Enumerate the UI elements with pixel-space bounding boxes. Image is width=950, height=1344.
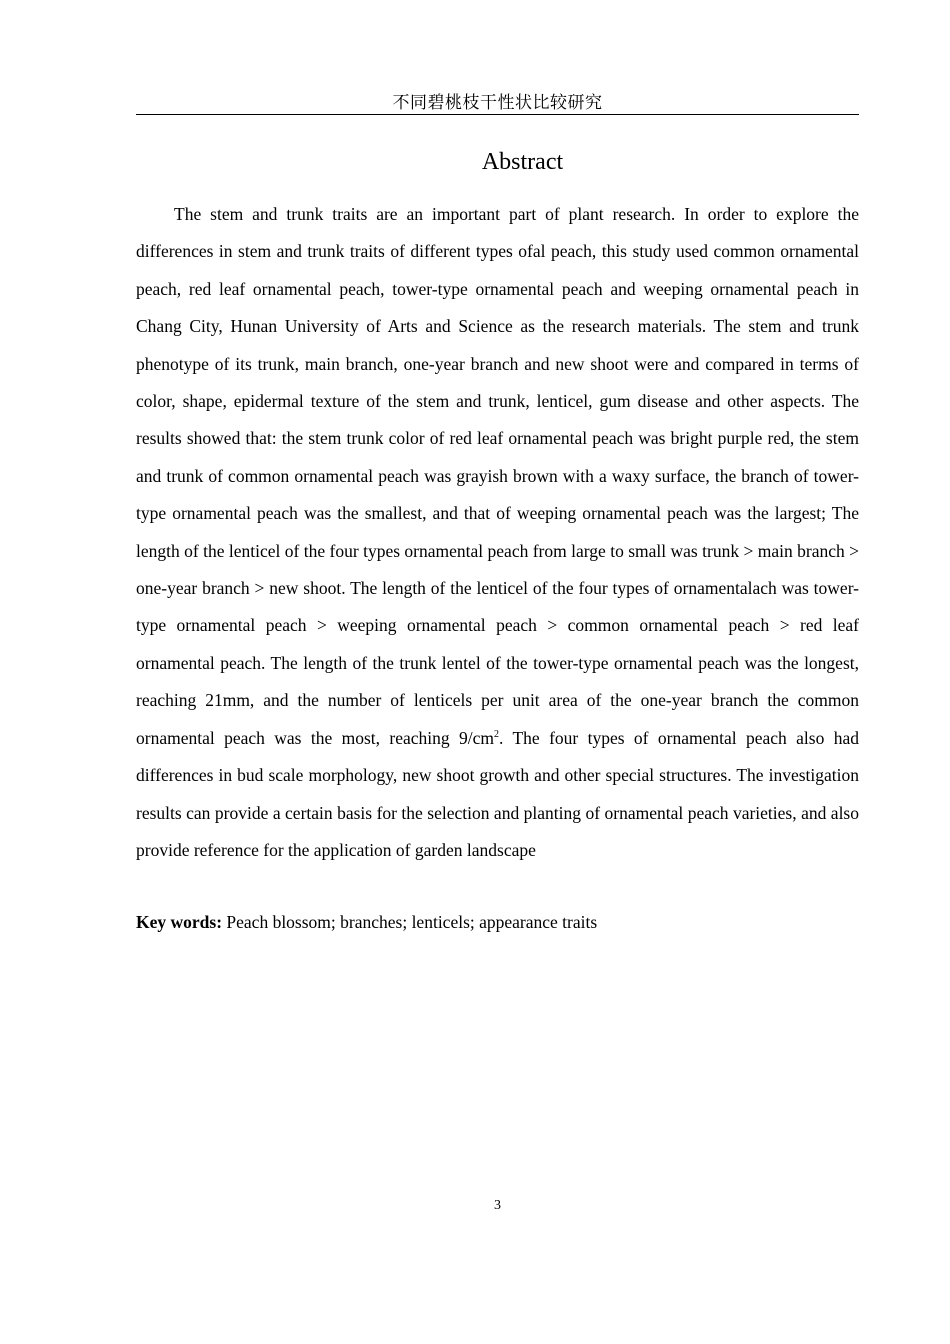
abstract-body-tail: . The four types of ornamental peach also had differences in bud scale morphology, new shoot growth and other special structures. The investigation results can provide a certain basis for the selection and planting of ornamental peach varieties, and also provide reference for the application of garden landscape: [136, 727, 859, 860]
abstract-body-superscript: 2: [494, 728, 500, 740]
abstract-title: Abstract: [481, 149, 564, 175]
running-header-title: 不同碧桃枝干性状比较研究: [392, 93, 603, 113]
abstract-body: [136, 196, 859, 869]
abstract-body-main: The stem and trunk traits are an important part of plant research. In order to explore the differences in stem and trunk traits of different types ofal peach, this study used common ornamental peach, red leaf ornamental peach, tower-type ornamental peach and weeping ornamental peach in Chang City, Hunan University of Arts and Science as the research materials. The stem and trunk phenotype of its trunk, main branch, one-year branch and new shoot were and compared in terms of color, shape, epidermal texture of the stem and trunk, lenticel, gum disease and other aspects. The results showed that: the stem trunk color of red leaf ornamental peach was bright purple red, the stem and trunk of common ornamental peach was grayish brown with a waxy surface, the branch of tower-type ornamental peach was the smallest, and that of weeping ornamental peach was the largest; The length of the lenticel of the four types ornamental peach from large to small was trunk > main branch > one-year branch > new shoot. The length of the lenticel of the four types of ornamentalach was tower-type ornamental peach > weeping ornamental peach > common ornamental peach > red leaf ornamental peach. The length of the trunk lentel of the tower-type ornamental peach was the longest, reaching 21mm, and the number of lenticels per unit area of the one-year branch the common ornamental peach was the most, reaching 9/cm: [136, 204, 859, 748]
keywords-text: Peach blossom; branches; lenticels; appearance traits: [222, 912, 598, 932]
header-rule: [136, 114, 859, 115]
keywords-line: [136, 907, 859, 937]
keywords-label: Key words:: [136, 912, 223, 932]
page-number: 3: [494, 1198, 501, 1213]
